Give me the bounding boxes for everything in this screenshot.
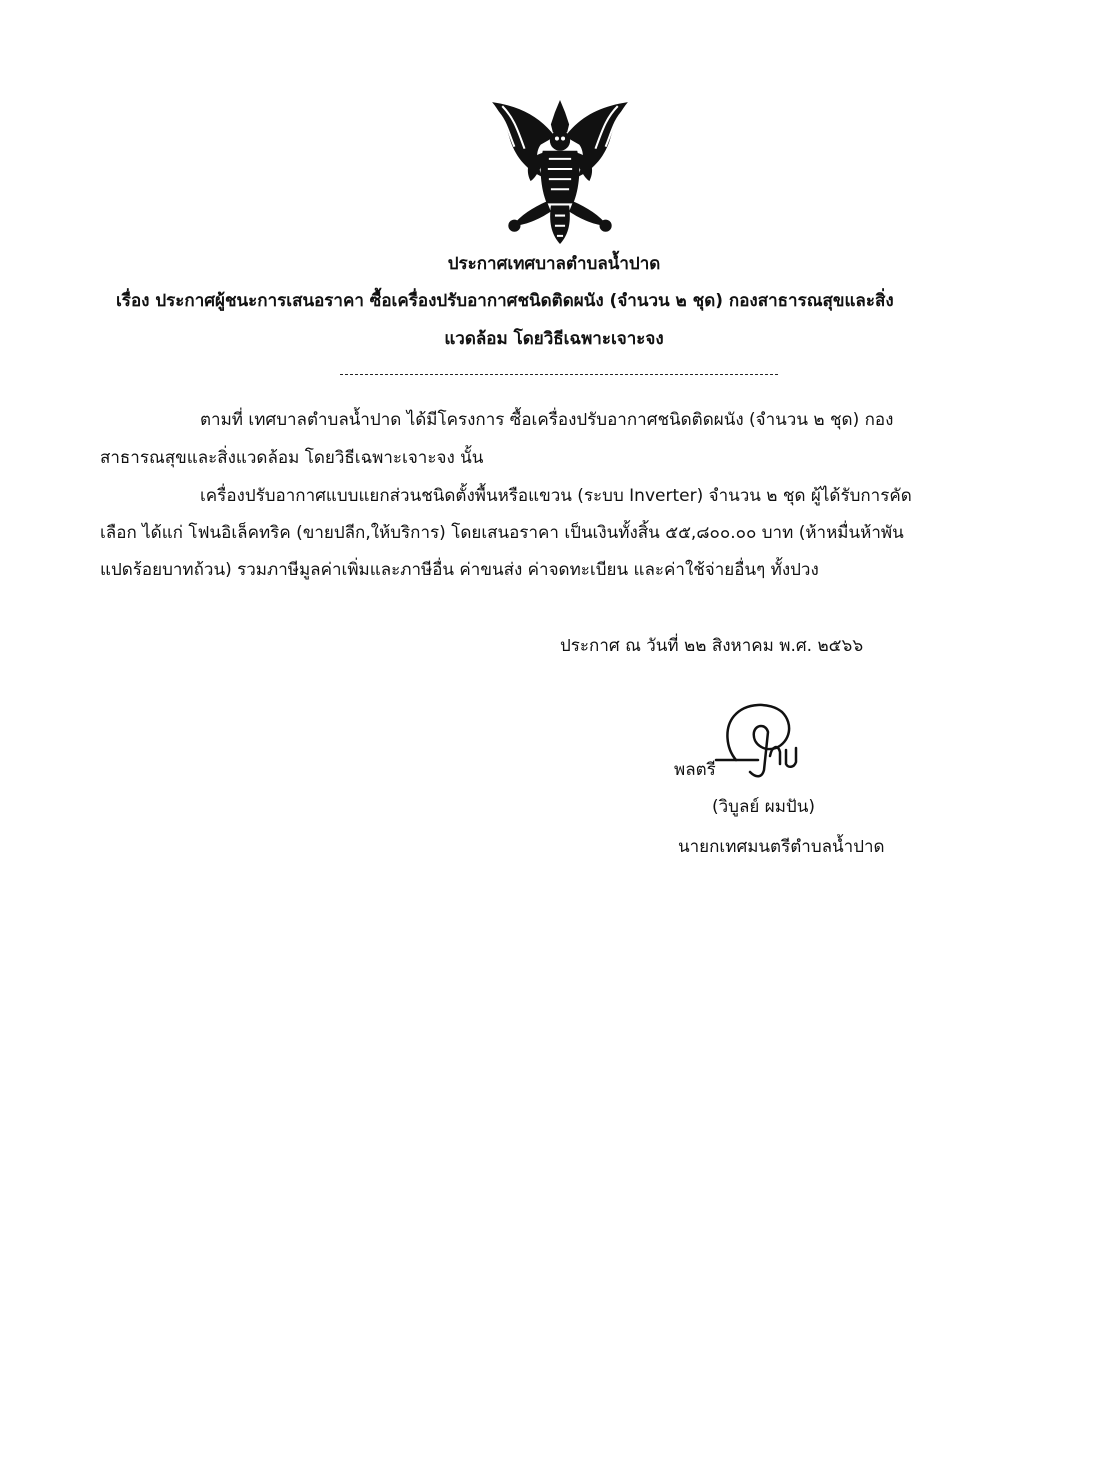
paragraph-2-line-1: เครื่องปรับอากาศแบบแยกส่วนชนิดตั้งพื้นหรือแขวน (ระบบ Inverter) จำนวน ๒ ชุด ผู้ได้รับการคัด — [200, 486, 912, 506]
document-title: ประกาศเทศบาลตำบลน้ำปาด — [447, 254, 661, 274]
signatory-position: นายกเทศมนตรีตำบลน้ำปาด — [678, 837, 885, 857]
paragraph-2-line-2: เลือก ได้แก่ โฟนอิเล็คทริค (ขายปลีก,ให้บริการ) โดยเสนอราคา เป็นเงินทั้งสิ้น ๕๕,๘๐๐.๐๐ บาท (ห้าหมื่นห้าพัน — [100, 523, 904, 543]
signatory-name: (วิบูลย์ ผมปัน) — [712, 797, 815, 817]
subject-line-2: แวดล้อม โดยวิธีเฉพาะเจาะจง — [444, 329, 664, 349]
paragraph-1-line-2: สาธารณสุขและสิ่งแวดล้อม โดยวิธีเฉพาะเจาะจง นั้น — [100, 448, 484, 468]
paragraph-1-line-1: ตามที่ เทศบาลตำบลน้ำปาด ได้มีโครงการ ซื้อเครื่องปรับอากาศชนิดติดผนัง (จำนวน ๒ ชุด) กอง — [200, 410, 894, 430]
handwritten-signature — [712, 698, 812, 782]
paragraph-2-line-3: แปดร้อยบาทถ้วน) รวมภาษีมูลค่าเพิ่มและภาษีอื่น ค่าขนส่ง ค่าจดทะเบียน และค่าใช้จ่ายอื่นๆ ทั้งปวง — [100, 560, 819, 580]
garuda-emblem-icon — [484, 96, 636, 248]
announcement-date: ประกาศ ณ วันที่ ๒๒ สิงหาคม พ.ศ. ๒๕๖๖ — [560, 636, 864, 656]
divider — [340, 374, 778, 375]
subject-line-1: เรื่อง ประกาศผู้ชนะการเสนอราคา ซื้อเครื่องปรับอากาศชนิดติดผนัง (จำนวน ๒ ชุด) กองสาธารณสุขและสิ่ง — [116, 291, 894, 311]
signatory-rank: พลตรี — [674, 760, 716, 780]
